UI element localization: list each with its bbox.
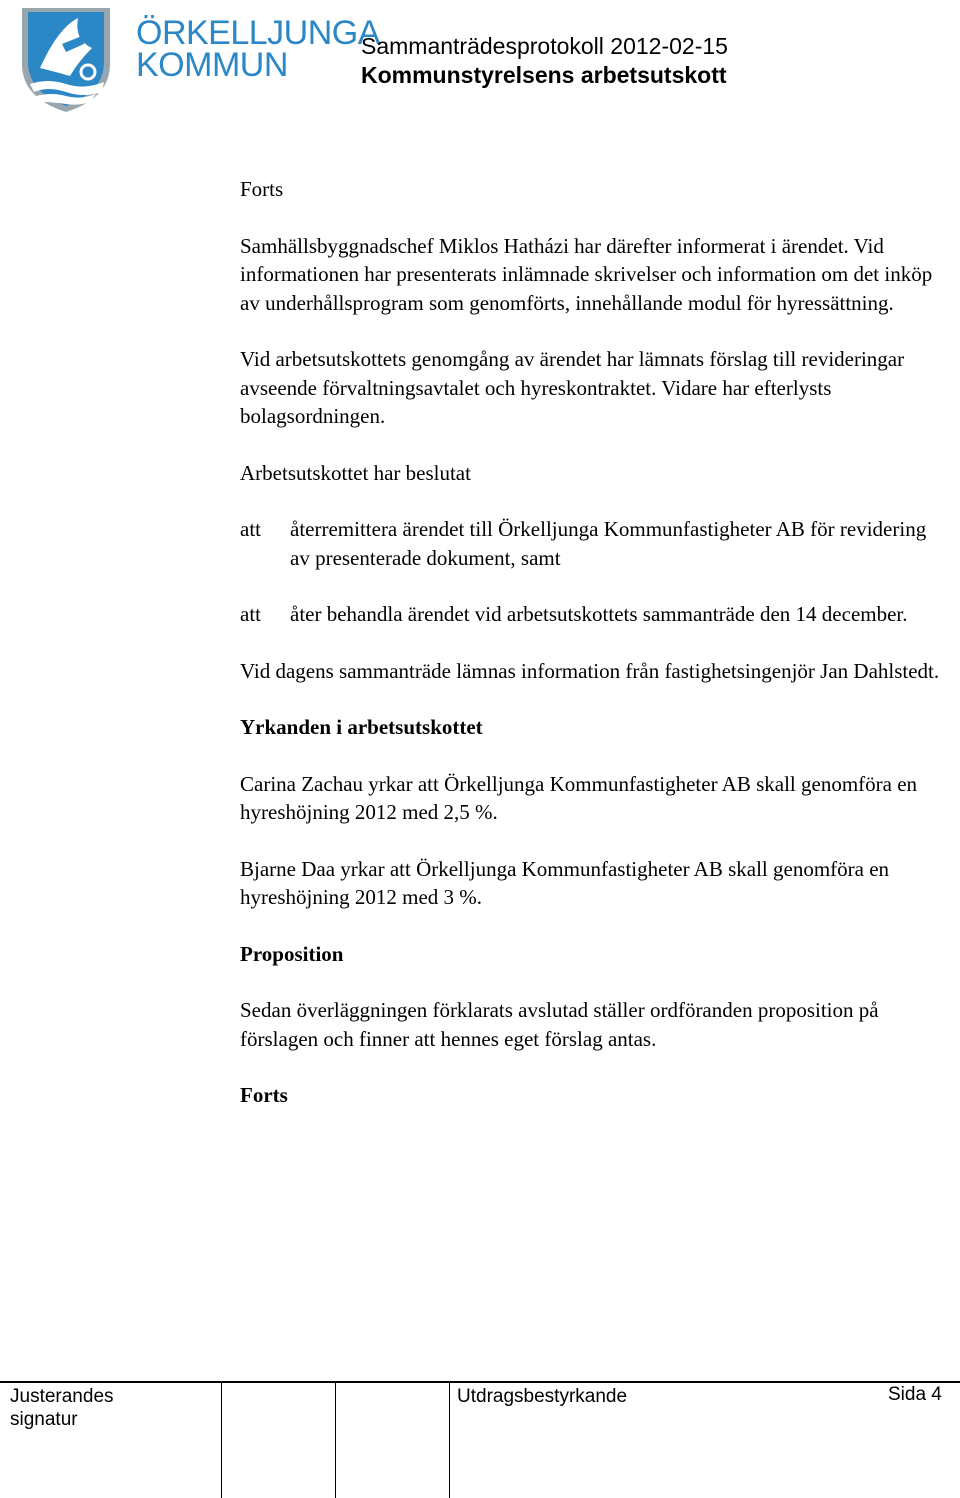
- paragraph-proposition: Sedan överläggningen förklarats avslutad ställer ordföranden proposition på förslagen och finner att hennes eget förslag antas.: [240, 998, 879, 1051]
- decision-item: [240, 600, 950, 629]
- document-subtitle: Kommunstyrelsens arbetsutskott: [361, 62, 727, 88]
- document-body: [240, 175, 950, 1110]
- signature-box-divider: [335, 1383, 336, 1498]
- paragraph-decision-intro: Arbetsutskottet har beslutat: [240, 460, 471, 485]
- paragraph-today-info: Vid dagens sammanträde lämnas information från fastighetsingenjör Jan Dahlstedt.: [240, 658, 940, 683]
- logo-name-line1: ÖRKELLJUNGA: [136, 14, 380, 52]
- municipal-crest-icon: [18, 6, 118, 114]
- decision-item-text: åter behandla ärendet vid arbetsutskottets sammanträde den 14 december.: [290, 602, 908, 626]
- decision-item: [240, 515, 950, 572]
- paragraph-review: Vid arbetsutskottets genomgång av ärendet har lämnats förslag till revideringar avseende förvaltningsavtalet och hyreskontraktet. Vidare har efterlysts bolagsordningen.: [240, 347, 905, 428]
- decision-item-key: att: [240, 517, 261, 541]
- heading-yrkanden: Yrkanden i arbetsutskottet: [240, 715, 483, 739]
- document-title: Sammanträdesprotokoll 2012-02-15: [361, 33, 728, 59]
- page-number: Sida 4: [888, 1384, 942, 1405]
- footer-justerandes-label: [10, 1385, 114, 1431]
- municipality-logo: [18, 6, 380, 116]
- footer-justerandes-line2: signatur: [10, 1409, 78, 1430]
- decision-item-key: att: [240, 602, 261, 626]
- logo-name-line2: KOMMUN: [136, 46, 288, 84]
- signature-box-divider: [449, 1383, 450, 1498]
- paragraph-motion-daa: Bjarne Daa yrkar att Örkelljunga Kommunfastigheter AB skall genomföra en hyreshöjning 2012 med 3 %.: [240, 856, 890, 909]
- forts-label-top: Forts: [240, 177, 284, 201]
- footer-divider: [0, 1381, 960, 1383]
- decision-item-text: återremittera ärendet till Örkelljunga Kommunfastigheter AB för revidering av presenterade dokument, samt: [290, 517, 927, 570]
- paragraph-information: Samhällsbyggnadschef Miklos Hatházi har därefter informerat i ärendet. Vid informationen har presenterats inlämnade skrivelser och information om det inköp av underhållsprogram som genomförts, innehållande modul för hyressättning.: [240, 233, 933, 315]
- forts-label-bottom: Forts: [240, 1083, 288, 1107]
- footer-justerandes-line1: Justerandes: [10, 1386, 114, 1407]
- signature-box-divider: [221, 1383, 222, 1498]
- paragraph-motion-zachau: Carina Zachau yrkar att Örkelljunga Kommunfastigheter AB skall genomföra en hyreshöjning 2012 med 2,5 %.: [240, 771, 918, 824]
- footer-utdrag-label: Utdragsbestyrkande: [457, 1386, 628, 1407]
- heading-proposition: Proposition: [240, 941, 344, 966]
